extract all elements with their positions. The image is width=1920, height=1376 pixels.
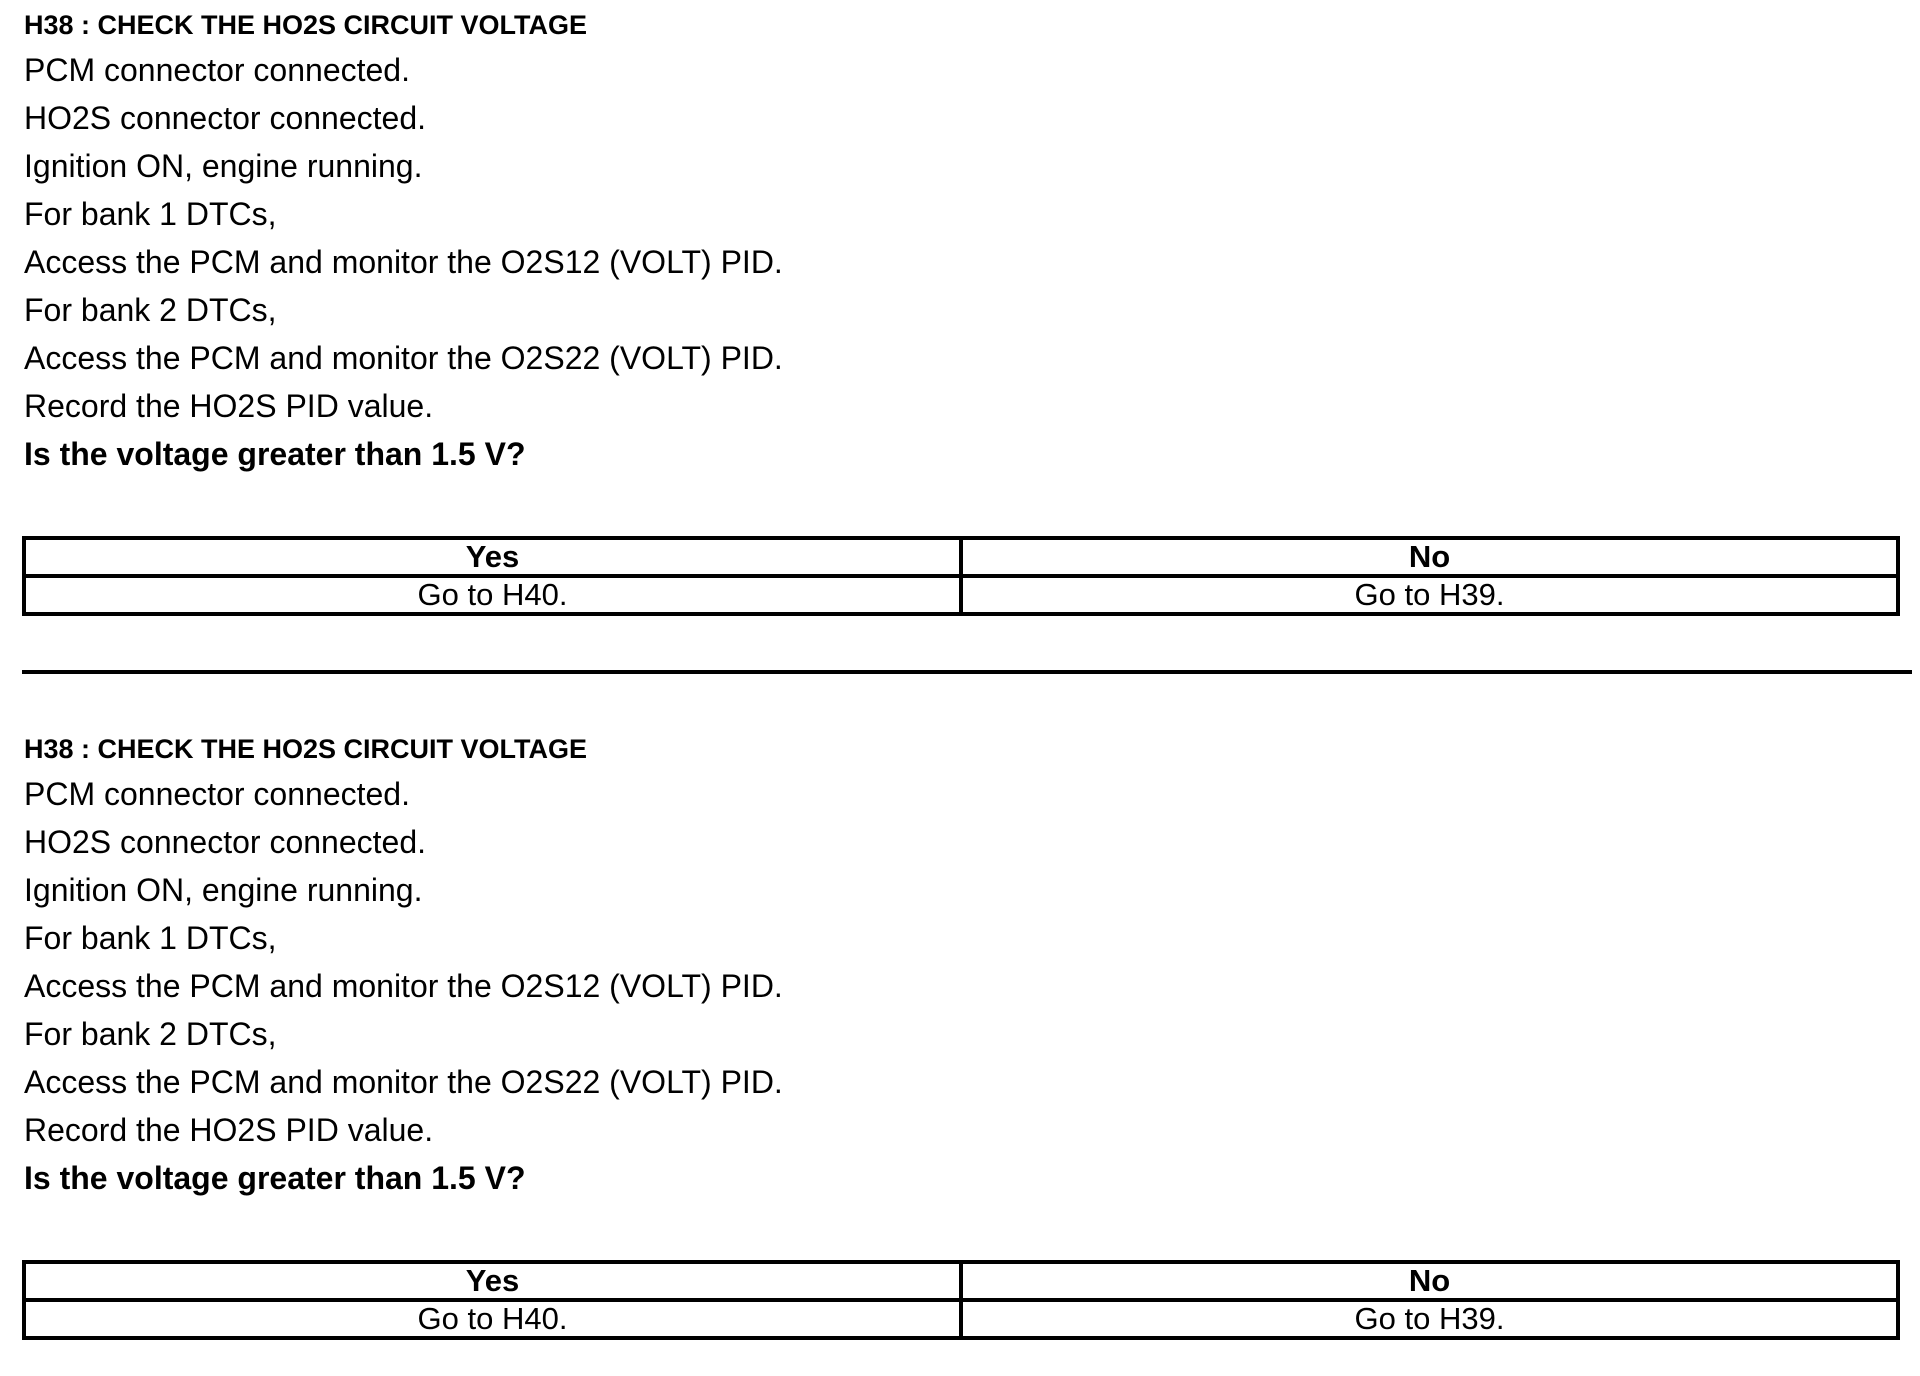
instruction-line: HO2S connector connected. [24, 824, 427, 860]
step-instructions [22, 46, 1902, 478]
result-table [22, 1260, 1900, 1340]
action-yes: Go to H40. [24, 1300, 961, 1338]
instruction-line: Record the HO2S PID value. [24, 388, 434, 424]
instruction-line: Ignition ON, engine running. [24, 148, 423, 184]
step-title: H38 : CHECK THE HO2S CIRCUIT VOLTAGE [24, 734, 588, 764]
instruction-line: For bank 2 DTCs, [24, 1016, 277, 1052]
diagnostic-step-1 [22, 4, 1902, 612]
header-no: No [961, 1262, 1898, 1300]
instruction-line: PCM connector connected. [24, 52, 410, 88]
header-no: No [961, 538, 1898, 576]
action-no: Go to H39. [961, 576, 1898, 614]
table-header-row [24, 1262, 1898, 1300]
header-yes: Yes [24, 1262, 961, 1300]
action-yes: Go to H40. [24, 576, 961, 614]
instruction-line: Access the PCM and monitor the O2S12 (VOLT) PID. [24, 968, 783, 1004]
instruction-line: Record the HO2S PID value. [24, 1112, 434, 1148]
step-title: H38 : CHECK THE HO2S CIRCUIT VOLTAGE [24, 10, 588, 40]
instruction-line: Access the PCM and monitor the O2S12 (VOLT) PID. [24, 244, 783, 280]
action-no: Go to H39. [961, 1300, 1898, 1338]
diagnostic-step-2 [22, 728, 1902, 1336]
step-instructions [22, 770, 1902, 1202]
instruction-line: Ignition ON, engine running. [24, 872, 423, 908]
table-row [24, 576, 1898, 614]
table-row [24, 1300, 1898, 1338]
step-question: Is the voltage greater than 1.5 V? [24, 1160, 526, 1196]
result-table [22, 536, 1900, 616]
instruction-line: For bank 1 DTCs, [24, 196, 277, 232]
instruction-line: For bank 2 DTCs, [24, 292, 277, 328]
instruction-line: Access the PCM and monitor the O2S22 (VOLT) PID. [24, 340, 783, 376]
instruction-line: HO2S connector connected. [24, 100, 427, 136]
instruction-line: Access the PCM and monitor the O2S22 (VOLT) PID. [24, 1064, 783, 1100]
table-header-row [24, 538, 1898, 576]
instruction-line: For bank 1 DTCs, [24, 920, 277, 956]
step-question: Is the voltage greater than 1.5 V? [24, 436, 526, 472]
header-yes: Yes [24, 538, 961, 576]
instruction-line: PCM connector connected. [24, 776, 410, 812]
section-divider [22, 670, 1912, 674]
